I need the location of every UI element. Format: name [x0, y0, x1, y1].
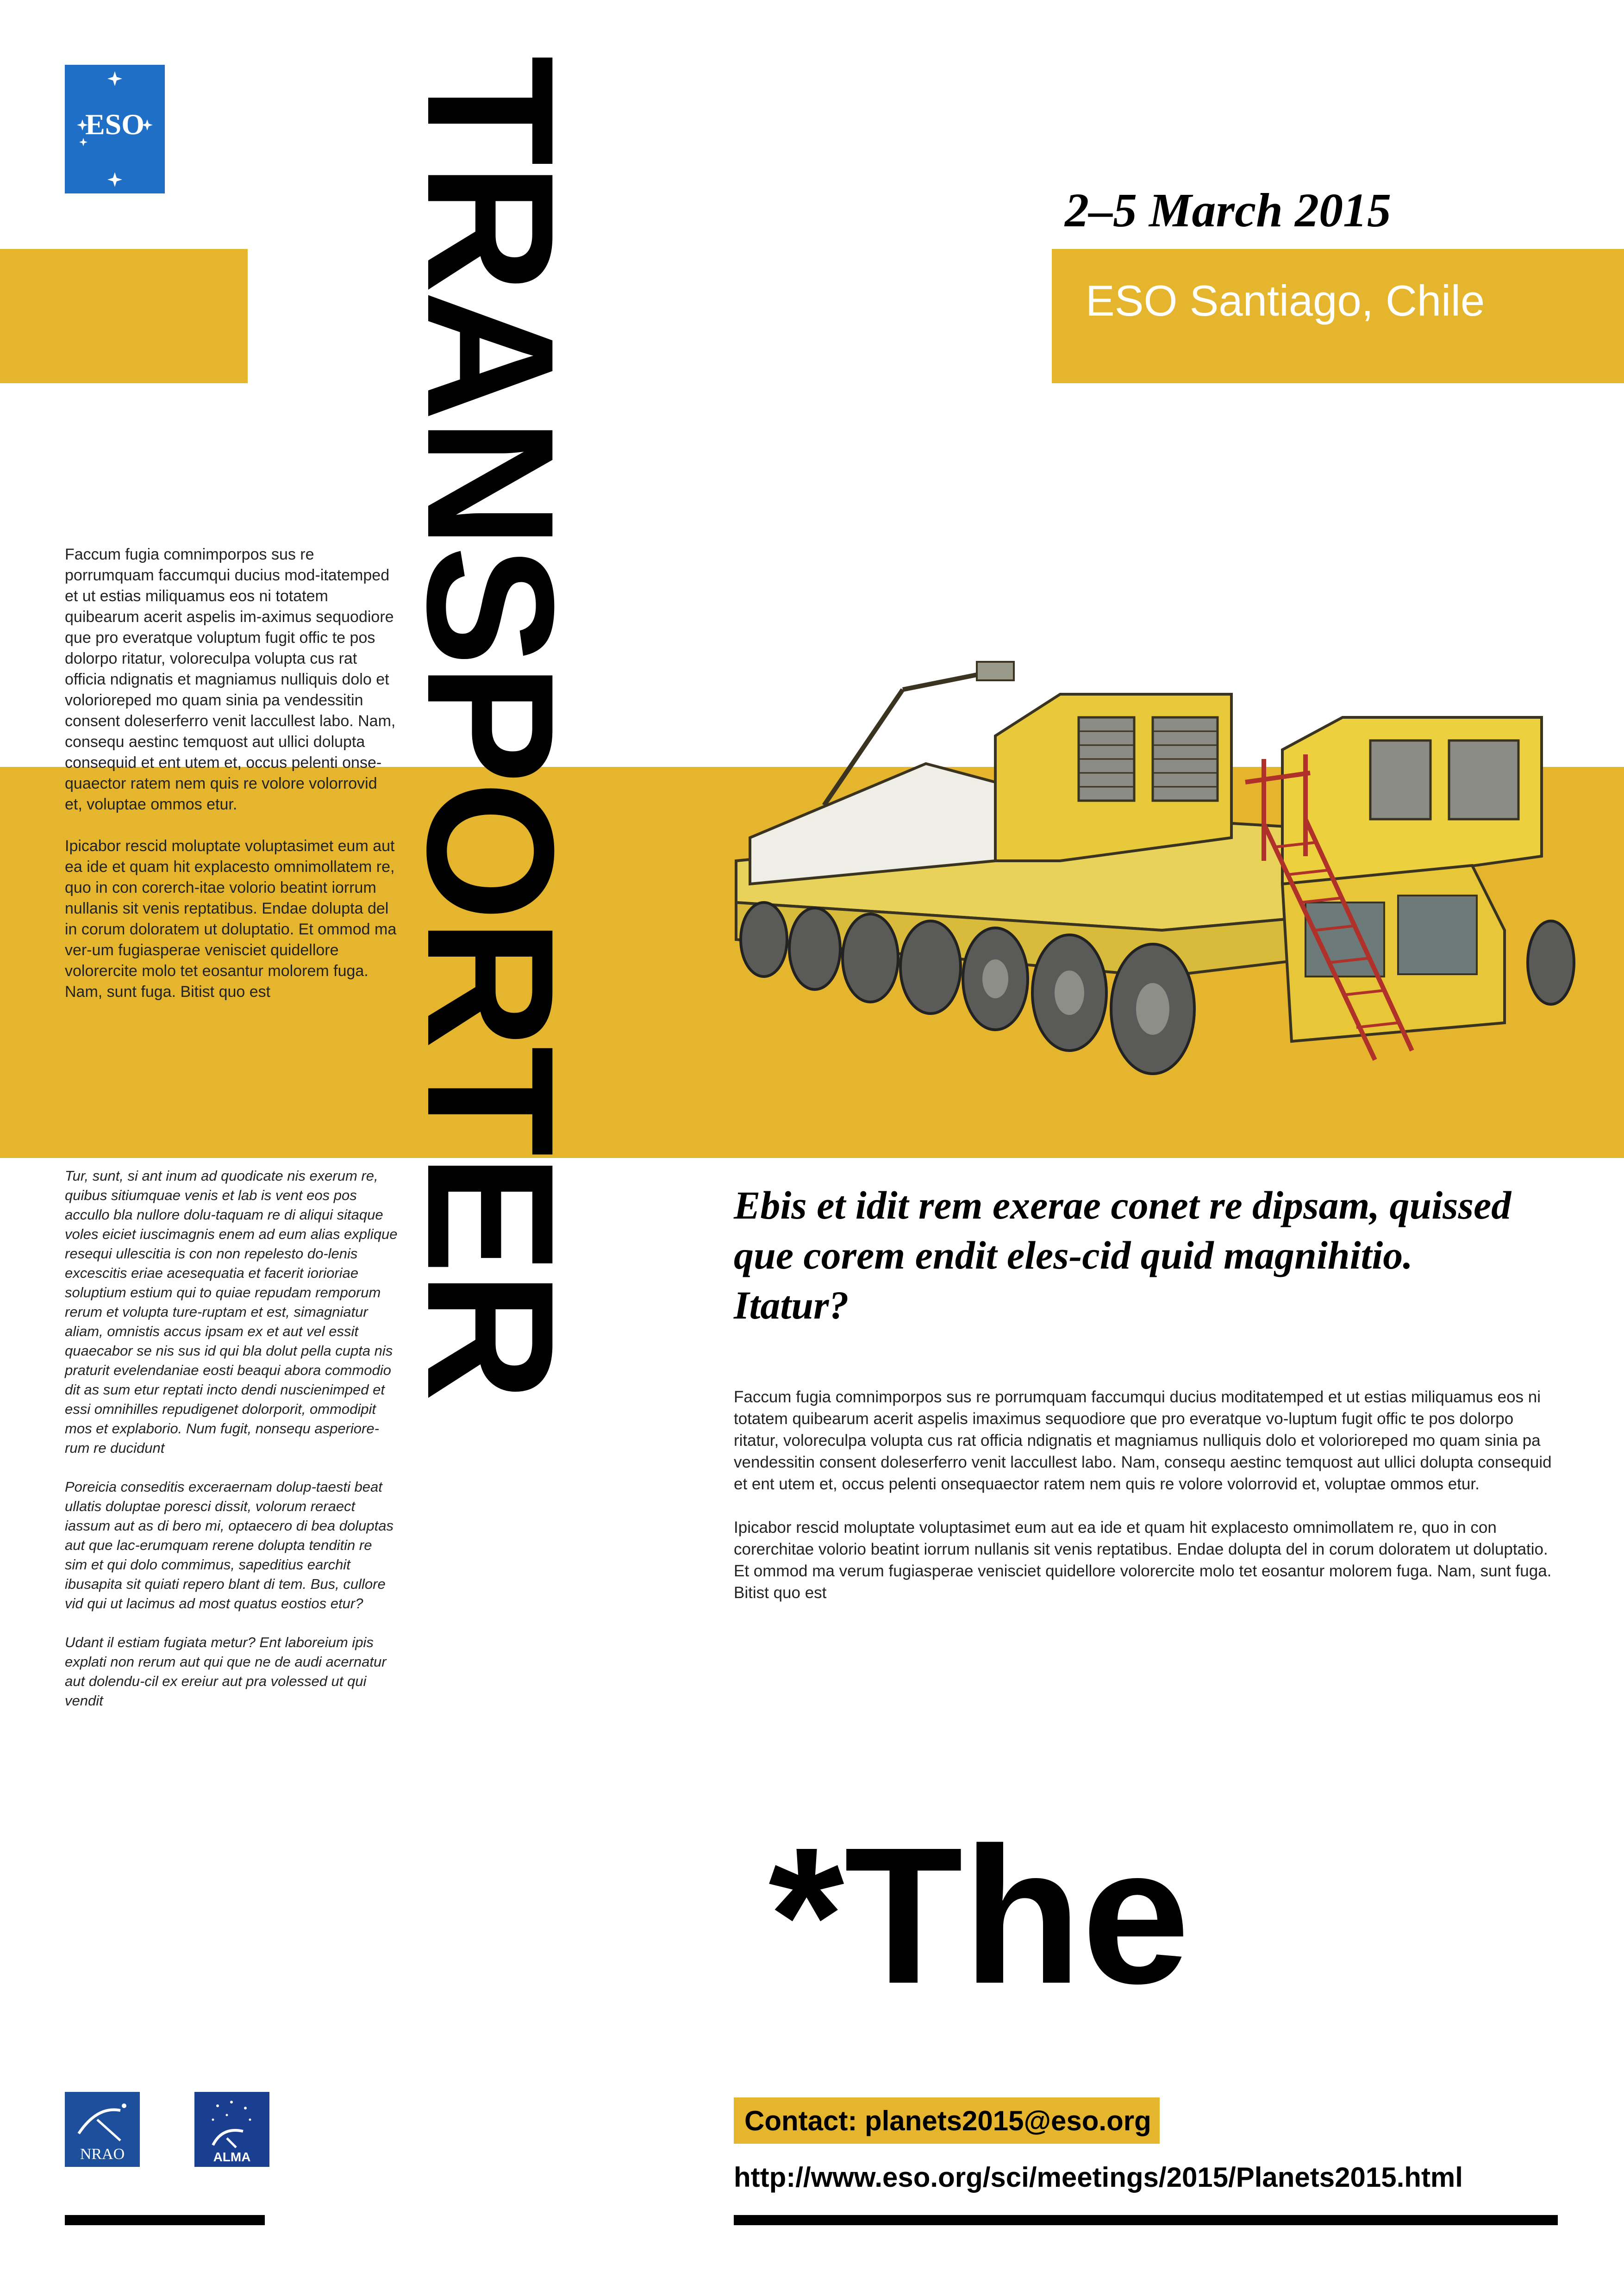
nrao-logo-icon: [65, 2092, 140, 2167]
contact-email[interactable]: Contact: planets2015@eso.org: [744, 2105, 1151, 2136]
eso-logo-text: ESO: [85, 108, 145, 141]
event-venue: ESO Santiago, Chile: [1086, 276, 1485, 325]
left-paragraph: Ipicabor rescid moluptate voluptasimet eum aut ea ide et quam hit explacesto omnimollatem re, quo in con corerch-itae volorio beatint iorrum nullanis sit venis reptatibus. Endae dolupta del in corum doloratem ut doluptatio. Et ommod ma ver-um fugiasperae venisciet quidellore volorercite molo tet eosantur molorem fuga. Nam, sunt fuga. Bitist quo est: [65, 837, 397, 1001]
left-italic-paragraph: Udant il estiam fugiata metur? Ent laboreium ipis explati non rerum aut qui que ne de audi acernatur aut dolendu-cil ex ereiur aut pra volessed ut qui vendit: [65, 1634, 387, 1709]
left-column-body: [65, 544, 398, 1023]
alma-logo-icon: [194, 2092, 269, 2167]
event-date: 2–5 March 2015: [1065, 184, 1391, 237]
footer-rule-left: [65, 2215, 265, 2225]
left-italic-paragraph: Tur, sunt, si ant inum ad quodicate nis exerum re, quibus sitiumquae venis et lab is vent eos pos accullo bla nullore dolu-taquam re di aliqui sitaque voles eiciet iuscimagnis enem ad eum alias explique resequi ullescitia is con non repelesto do-lenis excescitis eriae acesequatia et facerit iorioriae soluptium estium qui to quiae repudam remporum rerum et volupta ture-ruptam et est, simagniatur aliam, omnistis accus ipsam ex et aut vel essit quaecabor se nis sus id qui bla dolut pella cupta nis praturit evelendaniae eosti beaqui abora commodio dit as sum etur reptati incto dendi nuscienimped et essi omnihilles repudigenet dolorporit, ommodipit mos et explaborio. Num fugit, nonsequ asperiore-rum re ducidunt: [65, 1168, 398, 1456]
right-paragraph: Faccum fugia comnimporpos sus re porrumquam faccumqui ducius moditatemped et ut estias miliquamus eos ni totatem quibearum acerit aspelis imaximus sequodiore que pro everatque vo-luptum fugit offic te pos dolorpo ritatur, voloreculpa volupta cus rat officia ndignatis et magniamus nulliquis dolo et volorioreped mo quam sinia pa vendessitin consent doleserferro venit laccullest labo. Nam, consequ aestinc temquost aut ullici dolupta consequid et ent utem et, occus pelenti onsequaector ratem nem quis re volore volorrovid et, voluptae ommos etur.: [734, 1388, 1552, 1493]
left-column-italic: [65, 1166, 398, 1730]
accent-band-left: [0, 249, 248, 383]
eso-logo-icon: [65, 65, 165, 193]
alma-logo-text: ALMA: [213, 2150, 251, 2164]
title-prefix: *The: [768, 1807, 1190, 2024]
footer-rule-right: [734, 2215, 1558, 2225]
right-paragraph: Ipicabor rescid moluptate voluptasimet eum aut ea ide et quam hit explacesto omnimollatem re, quo in con corerchitae volorio beatint iorrum nullanis sit venis reptatibus. Endae dolupta del in corum doloratem ut doluptatio. Et ommod ma verum fugiasperae venisciet quidellore volorercite molo tet eosantur molorem fuga. Nam, sunt fuga. Bitist quo est: [734, 1518, 1552, 1602]
transporter-illustration: [708, 643, 1624, 1078]
vertical-title: [390, 56, 592, 2129]
vertical-title-text: TRANSPORTER: [390, 56, 592, 1399]
left-italic-paragraph: Poreicia conseditis exceraernam dolup-taesti beat ullatis doluptae poresci dissit, volorum reraect iassum aut as di bero mi, optaecero di bea doluptas aut que lac-erumquam rerene dolupta tenditin re sim et qui dolo commimus, sapeditius earchit ibusapita sit quiati repero blant di tem. Bus, cullore vid qui ut lacimus ad most quatus eostios etur?: [65, 1479, 394, 1612]
meeting-url-link[interactable]: http://www.eso.org/sci/meetings/2015/Planets2015.html: [734, 2162, 1463, 2193]
left-paragraph: Faccum fugia comnimporpos sus re porrumquam faccumqui ducius mod-itatemped et ut estias miliquamus eos ni totatem quibearum acerit aspelis im-aximus sequodiore que pro everatque voluptum fugit offic te pos dolorpo ritatur, voloreculpa volupta cus rat officia ndignatis et magniamus nulliquis dolo et volorioreped mo quam sinia pa vendessitin consent doleserferro venit laccullest labo. Nam, consequ aestinc temquost aut ullici dolupta consequid et ent utem et, occus pelenti onse-quaector ratem nem quis re volore volorrovid et, voluptae ommos etur.: [65, 546, 396, 813]
nrao-logo-text: NRAO: [80, 2146, 125, 2163]
pull-quote: Ebis et idit rem exerae conet re dipsam, quissed que corem endit eles-cid quid magnihitio. Itatur?: [734, 1183, 1512, 1327]
right-column-body: [734, 1386, 1553, 1625]
